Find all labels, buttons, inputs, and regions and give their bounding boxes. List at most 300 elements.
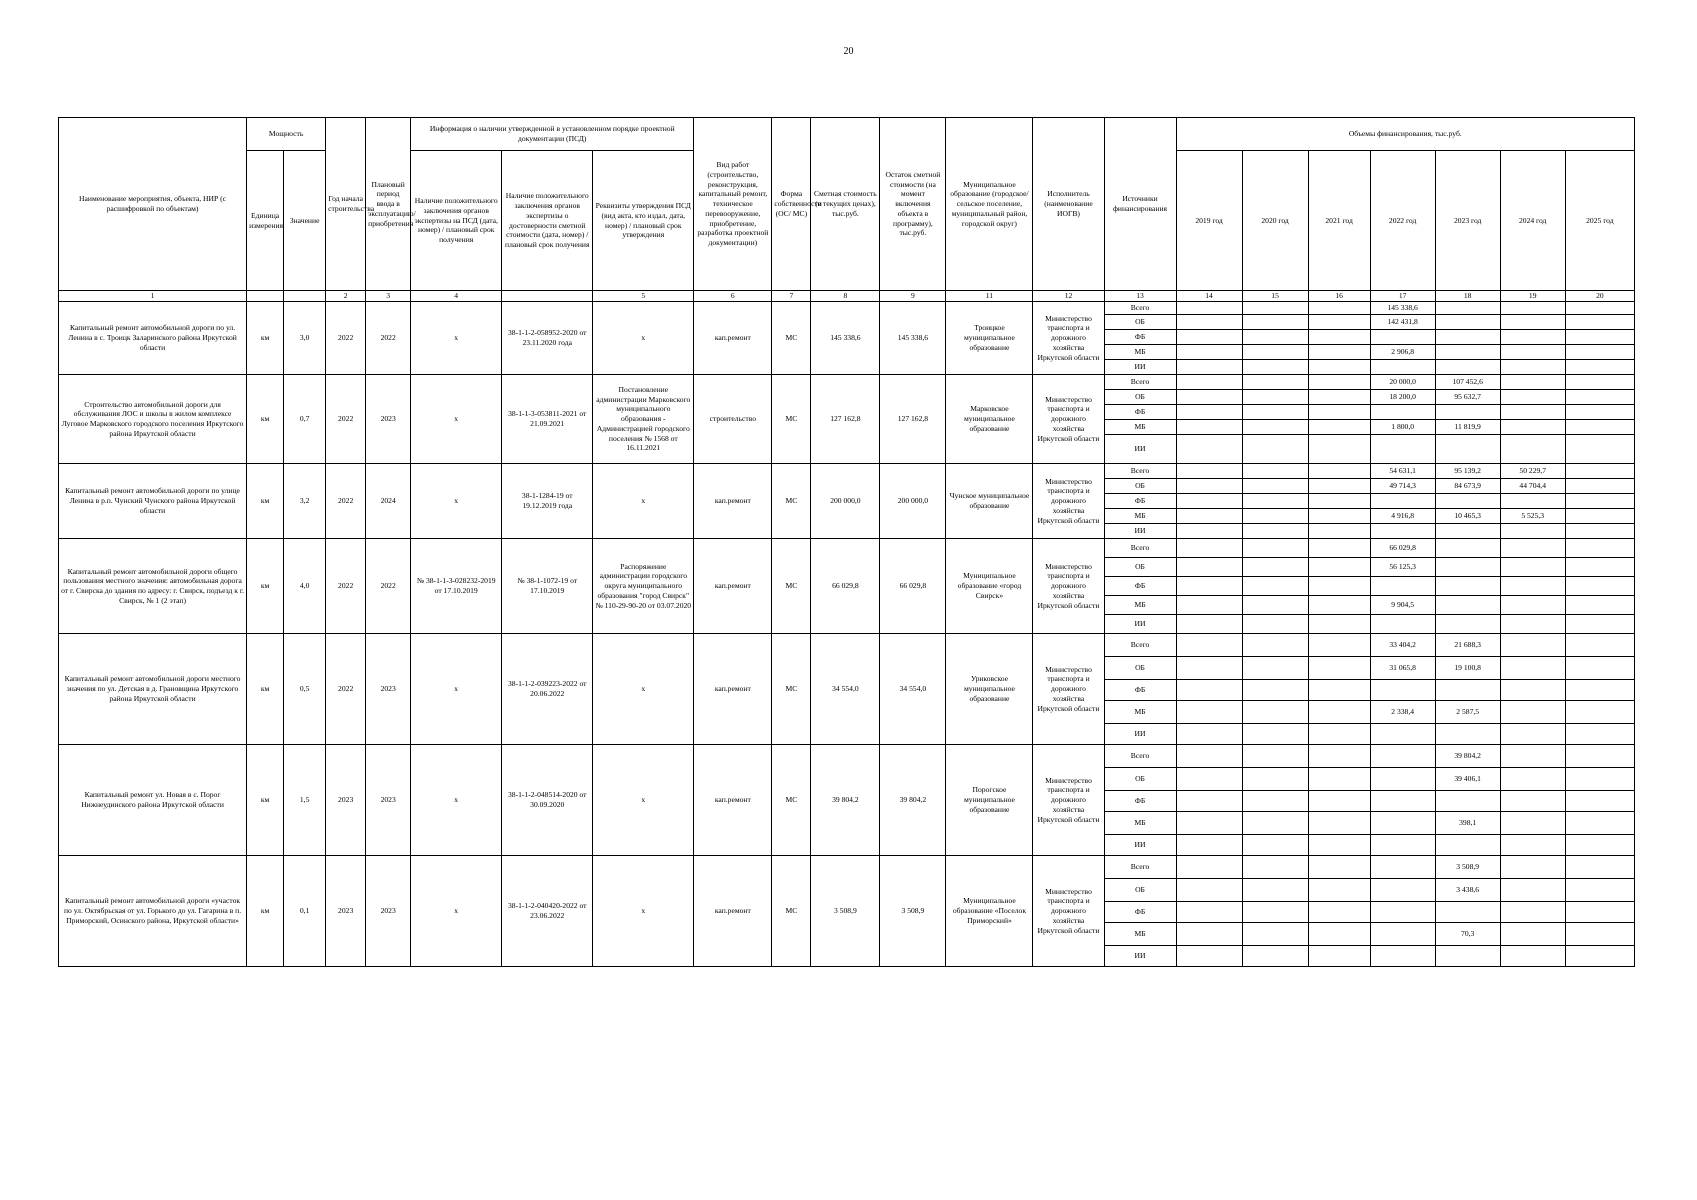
financing-amount	[1500, 724, 1565, 745]
project-name: Капитальный ремонт автомобильной дороги «участок по ул. Октябрьская от ул. Горького до ул. Гагарина в п. Приморский, Осинского района, Иркутской области»	[59, 856, 247, 967]
financing-amount	[1435, 315, 1500, 330]
financing-amount: 19 100,8	[1435, 657, 1500, 680]
financing-amount	[1308, 812, 1370, 835]
financing-amount	[1308, 435, 1370, 464]
ownership: МС	[772, 375, 811, 464]
ownership: МС	[772, 464, 811, 539]
financing-amount	[1435, 724, 1500, 745]
header-psd-estimate: Наличие положительного заключения органов экспертизы о достоверности сметной стоимости (дата, номер) / плановый срок получения	[502, 151, 593, 291]
financing-amount	[1565, 315, 1634, 330]
table-row	[59, 464, 1635, 479]
page-number: 20	[843, 46, 854, 57]
financing-amount	[1242, 701, 1308, 724]
financing-amount	[1370, 902, 1435, 923]
column-number	[284, 291, 326, 302]
header-value: Значение	[284, 151, 326, 291]
financing-amount: 10 465,3	[1435, 509, 1500, 524]
financing-amount	[1308, 946, 1370, 967]
financing-amount	[1308, 902, 1370, 923]
start-year: 2023	[326, 745, 366, 856]
financing-amount	[1435, 791, 1500, 812]
executor: Министерство транспорта и дорожного хозяйства Иркутской области	[1033, 634, 1104, 745]
column-number: 7	[772, 291, 811, 302]
financing-amount	[1565, 558, 1634, 577]
financing-amount	[1435, 835, 1500, 856]
unit: км	[247, 302, 284, 375]
financing-amount	[1308, 923, 1370, 946]
financing-amount	[1500, 360, 1565, 375]
column-number: 11	[946, 291, 1033, 302]
financing-amount	[1242, 330, 1308, 345]
financing-amount	[1308, 745, 1370, 768]
commission-period: 2024	[366, 464, 411, 539]
financing-amount	[1370, 768, 1435, 791]
financing-amount	[1500, 524, 1565, 539]
financing-amount	[1565, 375, 1634, 390]
financing-amount	[1308, 302, 1370, 315]
financing-amount	[1176, 902, 1242, 923]
financing-amount	[1370, 524, 1435, 539]
funding-source: МБ	[1104, 596, 1176, 615]
financing-amount: 5 525,3	[1500, 509, 1565, 524]
financing-amount	[1176, 701, 1242, 724]
financing-amount	[1176, 791, 1242, 812]
commission-period: 2023	[366, 856, 411, 967]
financing-amount	[1500, 435, 1565, 464]
header-year: 2022 год	[1370, 151, 1435, 291]
unit: км	[247, 539, 284, 634]
executor: Министерство транспорта и дорожного хозяйства Иркутской области	[1033, 856, 1104, 967]
financing-amount	[1308, 479, 1370, 494]
executor: Министерство транспорта и дорожного хозяйства Иркутской области	[1033, 745, 1104, 856]
project-name: Капитальный ремонт автомобильной дороги местного значения по ул. Детская в д. Грановщина Иркутского района Иркутской области	[59, 634, 247, 745]
financing-amount	[1308, 791, 1370, 812]
column-number: 8	[811, 291, 880, 302]
column-number: 2	[326, 291, 366, 302]
column-number	[247, 291, 284, 302]
financing-amount	[1500, 701, 1565, 724]
funding-source: ОБ	[1104, 879, 1176, 902]
financing-amount	[1242, 539, 1308, 558]
psd-positive: х	[411, 464, 502, 539]
financing-amount	[1565, 524, 1634, 539]
ownership: МС	[772, 302, 811, 375]
funding-source: Всего	[1104, 539, 1176, 558]
financing-amount	[1500, 615, 1565, 634]
financing-amount	[1565, 435, 1634, 464]
financing-amount	[1176, 577, 1242, 596]
financing-amount	[1308, 360, 1370, 375]
estimate-cost: 145 338,6	[811, 302, 880, 375]
financing-amount	[1500, 420, 1565, 435]
psd-positive: х	[411, 745, 502, 856]
financing-amount	[1565, 724, 1634, 745]
financing-amount	[1242, 509, 1308, 524]
financing-amount	[1565, 464, 1634, 479]
financing-amount	[1242, 494, 1308, 509]
financing-amount: 9 904,5	[1370, 596, 1435, 615]
financing-amount: 142 431,8	[1370, 315, 1435, 330]
financing-amount	[1435, 596, 1500, 615]
financing-amount	[1370, 494, 1435, 509]
header-start-year: Год начала строительства	[326, 118, 366, 291]
municipality: Марковское муниципальное образование	[946, 375, 1033, 464]
financing-amount	[1370, 405, 1435, 420]
column-number: 18	[1435, 291, 1500, 302]
financing-amount	[1565, 768, 1634, 791]
capacity-value: 0,5	[284, 634, 326, 745]
financing-amount: 2 587,5	[1435, 701, 1500, 724]
financing-amount	[1242, 596, 1308, 615]
financing-amount	[1308, 558, 1370, 577]
funding-source: ОБ	[1104, 315, 1176, 330]
column-number	[502, 291, 593, 302]
start-year: 2023	[326, 856, 366, 967]
project-name: Капитальный ремонт автомобильной дороги по ул. Ленина в с. Троицк Заларинского района Иркутской области	[59, 302, 247, 375]
financing-amount	[1308, 345, 1370, 360]
commission-period: 2023	[366, 745, 411, 856]
financing-amount	[1308, 405, 1370, 420]
column-number: 6	[694, 291, 772, 302]
financing-amount	[1242, 946, 1308, 967]
financing-amount	[1176, 464, 1242, 479]
financing-amount	[1176, 390, 1242, 405]
financing-amount	[1565, 390, 1634, 405]
municipality: Чунское муниципальное образование	[946, 464, 1033, 539]
financing-amount	[1242, 879, 1308, 902]
column-number: 4	[411, 291, 502, 302]
capacity-value: 0,7	[284, 375, 326, 464]
header-capacity: Мощность	[247, 118, 326, 151]
financing-amount: 95 632,7	[1435, 390, 1500, 405]
work-type: кап.ремонт	[694, 302, 772, 375]
financing-amount	[1565, 330, 1634, 345]
financing-amount	[1565, 812, 1634, 835]
funding-source: ОБ	[1104, 768, 1176, 791]
financing-amount	[1500, 577, 1565, 596]
financing-amount	[1242, 768, 1308, 791]
ownership: МС	[772, 745, 811, 856]
commission-period: 2023	[366, 375, 411, 464]
financing-amount	[1308, 390, 1370, 405]
funding-source: Всего	[1104, 634, 1176, 657]
financing-amount: 21 688,3	[1435, 634, 1500, 657]
funding-source: МБ	[1104, 812, 1176, 835]
estimate-cost: 3 508,9	[811, 856, 880, 967]
funding-source: МБ	[1104, 701, 1176, 724]
financing-amount	[1176, 360, 1242, 375]
financing-amount	[1500, 768, 1565, 791]
financing-amount	[1176, 509, 1242, 524]
financing-amount	[1500, 634, 1565, 657]
financing-amount	[1176, 596, 1242, 615]
financing-amount	[1565, 657, 1634, 680]
financing-amount	[1176, 812, 1242, 835]
header-executor: Исполнитель (наименование ИОГВ)	[1033, 118, 1104, 291]
financing-amount: 20 000,0	[1370, 375, 1435, 390]
financing-amount	[1176, 768, 1242, 791]
financing-amount	[1565, 791, 1634, 812]
financing-amount	[1370, 724, 1435, 745]
financing-amount	[1176, 405, 1242, 420]
remaining-cost: 127 162,8	[880, 375, 946, 464]
financing-amount	[1500, 835, 1565, 856]
work-type: кап.ремонт	[694, 464, 772, 539]
header-unit: Единица измерения	[247, 151, 284, 291]
financing-amount	[1242, 745, 1308, 768]
financing-amount	[1435, 435, 1500, 464]
financing-amount	[1308, 615, 1370, 634]
financing-amount: 54 631,1	[1370, 464, 1435, 479]
financing-amount	[1242, 680, 1308, 701]
table-row	[59, 856, 1635, 879]
remaining-cost: 200 000,0	[880, 464, 946, 539]
header-name: Наименование мероприятия, объекта, НИР (с расшифровкой по объектам)	[59, 118, 247, 291]
financing-amount	[1308, 634, 1370, 657]
column-number: 3	[366, 291, 411, 302]
funding-source: Всего	[1104, 745, 1176, 768]
header-psd-requisites: Реквизиты утверждения ПСД (вид акта, кто издал, дата, номер) / плановый срок утверждения	[593, 151, 694, 291]
estimate-cost: 127 162,8	[811, 375, 880, 464]
financing-amount	[1500, 302, 1565, 315]
financing-amount	[1500, 494, 1565, 509]
financing-amount	[1176, 879, 1242, 902]
financing-amount: 11 819,9	[1435, 420, 1500, 435]
financing-amount	[1500, 558, 1565, 577]
financing-amount	[1500, 745, 1565, 768]
psd-requisites: х	[593, 745, 694, 856]
financing-amount	[1435, 330, 1500, 345]
financing-amount	[1435, 539, 1500, 558]
header-remaining: Остаток сметной стоимости (на момент включения объекта в программу), тыс.руб.	[880, 118, 946, 291]
financing-amount	[1242, 812, 1308, 835]
financing-table	[58, 117, 1635, 967]
financing-amount	[1308, 509, 1370, 524]
financing-amount	[1565, 596, 1634, 615]
financing-amount: 2 906,8	[1370, 345, 1435, 360]
financing-amount: 2 338,4	[1370, 701, 1435, 724]
table-row	[59, 745, 1635, 768]
financing-amount	[1242, 345, 1308, 360]
municipality: Муниципальное образование «Поселок Приморский»	[946, 856, 1033, 967]
financing-amount: 398,1	[1435, 812, 1500, 835]
financing-amount: 39 406,1	[1435, 768, 1500, 791]
financing-amount	[1308, 701, 1370, 724]
column-number: 9	[880, 291, 946, 302]
psd-requisites: Постановление администрации Марковского муниципального образования - Администрацией городского поселения № 1568 от 16.11.2021	[593, 375, 694, 464]
financing-amount	[1500, 680, 1565, 701]
header-year: 2024 год	[1500, 151, 1565, 291]
remaining-cost: 34 554,0	[880, 634, 946, 745]
financing-amount	[1370, 330, 1435, 345]
table-row	[59, 634, 1635, 657]
start-year: 2022	[326, 375, 366, 464]
executor: Министерство транспорта и дорожного хозяйства Иркутской области	[1033, 302, 1104, 375]
financing-amount	[1176, 435, 1242, 464]
financing-amount	[1435, 494, 1500, 509]
financing-amount	[1308, 524, 1370, 539]
financing-amount	[1500, 539, 1565, 558]
financing-amount	[1242, 420, 1308, 435]
unit: км	[247, 745, 284, 856]
psd-estimate: № 38-1-1072-19 от 17.10.2019	[502, 539, 593, 634]
financing-amount	[1176, 657, 1242, 680]
psd-estimate: 38-1-1-2-048514-2020 от 30.09.2020	[502, 745, 593, 856]
column-number: 13	[1104, 291, 1176, 302]
funding-source: ИИ	[1104, 435, 1176, 464]
header-psd-positive: Наличие положительного заключения органов экспертизы на ПСД (дата, номер) / плановый срок получения	[411, 151, 502, 291]
financing-amount	[1370, 680, 1435, 701]
capacity-value: 0,1	[284, 856, 326, 967]
funding-source: ФБ	[1104, 680, 1176, 701]
financing-amount	[1435, 360, 1500, 375]
financing-amount	[1176, 302, 1242, 315]
header-municipality: Муниципальное образование (городское/сельское поселение, муниципальный район, городской округ)	[946, 118, 1033, 291]
financing-amount	[1242, 360, 1308, 375]
psd-requisites: х	[593, 856, 694, 967]
column-number: 12	[1033, 291, 1104, 302]
executor: Министерство транспорта и дорожного хозяйства Иркутской области	[1033, 375, 1104, 464]
financing-amount	[1565, 509, 1634, 524]
header-year: 2025 год	[1565, 151, 1634, 291]
financing-amount: 49 714,3	[1370, 479, 1435, 494]
start-year: 2022	[326, 302, 366, 375]
financing-amount	[1565, 494, 1634, 509]
estimate-cost: 66 029,8	[811, 539, 880, 634]
financing-amount	[1435, 524, 1500, 539]
financing-amount	[1435, 558, 1500, 577]
financing-amount	[1176, 745, 1242, 768]
financing-amount: 39 804,2	[1435, 745, 1500, 768]
header-year: 2023 год	[1435, 151, 1500, 291]
financing-amount	[1370, 577, 1435, 596]
funding-source: ФБ	[1104, 494, 1176, 509]
financing-amount	[1242, 405, 1308, 420]
financing-amount	[1565, 879, 1634, 902]
financing-amount	[1435, 946, 1500, 967]
header-commission: Плановый период ввода в эксплуатацию/приобретения	[366, 118, 411, 291]
ownership: МС	[772, 539, 811, 634]
financing-amount	[1176, 946, 1242, 967]
psd-positive: х	[411, 856, 502, 967]
header-year: 2021 год	[1308, 151, 1370, 291]
financing-amount	[1500, 390, 1565, 405]
financing-amount	[1176, 615, 1242, 634]
funding-source: ОБ	[1104, 479, 1176, 494]
financing-amount	[1435, 577, 1500, 596]
financing-amount: 66 029,8	[1370, 539, 1435, 558]
financing-amount	[1308, 315, 1370, 330]
municipality: Троицкое муниципальное образование	[946, 302, 1033, 375]
funding-source: Всего	[1104, 464, 1176, 479]
financing-amount	[1500, 902, 1565, 923]
financing-amount	[1370, 946, 1435, 967]
financing-amount	[1176, 923, 1242, 946]
financing-amount	[1370, 879, 1435, 902]
financing-amount	[1500, 879, 1565, 902]
column-number: 19	[1500, 291, 1565, 302]
funding-source: МБ	[1104, 420, 1176, 435]
financing-amount	[1565, 856, 1634, 879]
financing-amount	[1242, 856, 1308, 879]
header-psd-info: Информация о наличии утвержденной в установленном порядке проектной документации (ПСД)	[411, 118, 694, 151]
financing-amount	[1435, 405, 1500, 420]
financing-amount: 4 916,8	[1370, 509, 1435, 524]
psd-requisites: х	[593, 302, 694, 375]
financing-amount	[1308, 494, 1370, 509]
financing-amount	[1435, 302, 1500, 315]
unit: км	[247, 464, 284, 539]
unit: км	[247, 375, 284, 464]
financing-amount: 50 229,7	[1500, 464, 1565, 479]
financing-amount	[1565, 539, 1634, 558]
financing-amount	[1500, 812, 1565, 835]
financing-amount	[1242, 524, 1308, 539]
financing-amount	[1500, 330, 1565, 345]
funding-source: Всего	[1104, 856, 1176, 879]
psd-requisites: х	[593, 634, 694, 745]
funding-source: МБ	[1104, 923, 1176, 946]
psd-requisites: Распоряжение администрации городского округа муниципального образования "город Свирск" № 110-29-90-20 от 03.07.2020	[593, 539, 694, 634]
table-row	[59, 375, 1635, 390]
financing-amount	[1308, 539, 1370, 558]
financing-amount	[1500, 791, 1565, 812]
municipality: Уриковское муниципальное образование	[946, 634, 1033, 745]
financing-amount	[1370, 856, 1435, 879]
start-year: 2022	[326, 634, 366, 745]
financing-amount	[1565, 946, 1634, 967]
column-number: 15	[1242, 291, 1308, 302]
financing-amount	[1176, 835, 1242, 856]
funding-source: ОБ	[1104, 558, 1176, 577]
column-number: 5	[593, 291, 694, 302]
financing-amount	[1500, 596, 1565, 615]
column-number: 16	[1308, 291, 1370, 302]
financing-amount	[1242, 923, 1308, 946]
unit: км	[247, 856, 284, 967]
financing-amount	[1370, 435, 1435, 464]
financing-amount	[1176, 375, 1242, 390]
funding-source: ИИ	[1104, 835, 1176, 856]
funding-source: ФБ	[1104, 405, 1176, 420]
financing-amount	[1242, 724, 1308, 745]
financing-amount	[1565, 479, 1634, 494]
psd-estimate: 38-1-1-2-039223-2022 от 20.06.2022	[502, 634, 593, 745]
financing-amount	[1565, 405, 1634, 420]
funding-source: ОБ	[1104, 390, 1176, 405]
financing-amount: 31 065,8	[1370, 657, 1435, 680]
capacity-value: 4,0	[284, 539, 326, 634]
financing-amount	[1565, 345, 1634, 360]
column-number: 14	[1176, 291, 1242, 302]
project-name: Капитальный ремонт автомобильной дороги по улице Ленина в р.п. Чунский Чунского района Иркутской области	[59, 464, 247, 539]
capacity-value: 1,5	[284, 745, 326, 856]
financing-amount: 84 673,9	[1435, 479, 1500, 494]
funding-source: ИИ	[1104, 524, 1176, 539]
financing-amount	[1242, 615, 1308, 634]
financing-amount	[1565, 634, 1634, 657]
financing-amount: 18 200,0	[1370, 390, 1435, 405]
financing-amount	[1176, 634, 1242, 657]
financing-amount	[1565, 302, 1634, 315]
financing-amount	[1565, 360, 1634, 375]
financing-amount	[1500, 923, 1565, 946]
financing-amount	[1308, 330, 1370, 345]
financing-amount	[1176, 558, 1242, 577]
estimate-cost: 39 804,2	[811, 745, 880, 856]
financing-amount	[1370, 835, 1435, 856]
remaining-cost: 39 804,2	[880, 745, 946, 856]
